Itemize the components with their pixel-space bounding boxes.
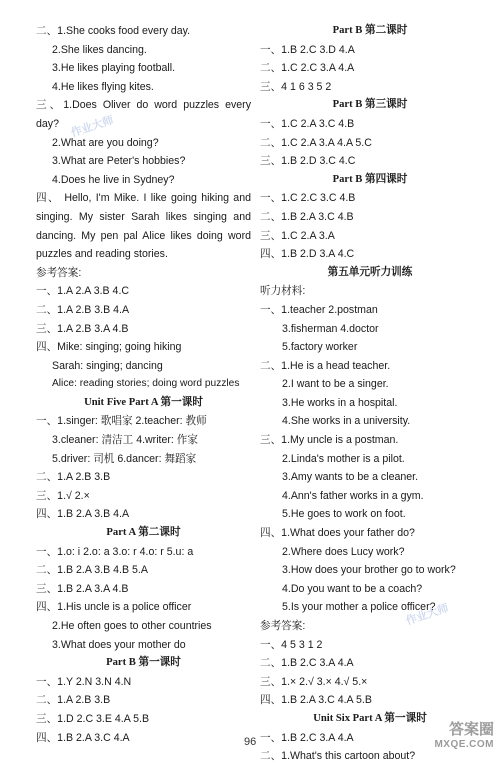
text-line: 二、1.C 2.C 3.A 4.A bbox=[260, 62, 355, 75]
text-line: 2.Where does Lucy work? bbox=[282, 545, 405, 558]
text-line: 四、Mike: singing; going hiking bbox=[36, 341, 182, 354]
text-line: 一、1.B 2.C 3.A 4.A bbox=[260, 731, 354, 744]
text-line: 四、1.B 2.D 3.A 4.C bbox=[260, 248, 355, 261]
section-heading: Part B 第四课时 bbox=[332, 173, 408, 185]
text-line: 2.She likes dancing. bbox=[52, 43, 147, 56]
right-column bbox=[260, 22, 480, 766]
text-line: 一、1.singer: 歌唱家 2.teacher: 教师 bbox=[36, 415, 207, 428]
text-line: 2.I want to be a singer. bbox=[282, 378, 389, 391]
text-line: 四、1.What does your father do? bbox=[260, 527, 415, 540]
text-line: 三、1.My uncle is a postman. bbox=[260, 434, 399, 447]
text-line: 三、4 1 6 3 5 2 bbox=[260, 80, 332, 93]
text-line: 二、1.A 2.B 3.B 4.A bbox=[36, 303, 130, 316]
text-line: 三、1.C 2.A 3.A bbox=[260, 229, 335, 242]
text-line: 二、1.He is a head teacher. bbox=[260, 359, 391, 372]
text-line: 4.Do you want to be a coach? bbox=[282, 582, 423, 595]
text-line: 听力材料: bbox=[260, 285, 306, 298]
text-line: 四、1.B 2.A 3.B 4.A bbox=[36, 508, 130, 521]
text-line: 4.Does he live in Sydney? bbox=[52, 173, 175, 186]
text-line: 三、1.× 2.√ 3.× 4.√ 5.× bbox=[260, 675, 368, 688]
text-line: 一、1.B 2.C 3.D 4.A bbox=[260, 43, 355, 56]
text-line: 三、1.A 2.B 3.A 4.B bbox=[36, 322, 129, 335]
text-line: 一、1.C 2.A 3.C 4.B bbox=[260, 117, 355, 130]
text-line: 2.What are you doing? bbox=[52, 136, 159, 149]
text-line: Sarah: singing; dancing bbox=[52, 359, 163, 372]
text-line: 4.He likes flying kites. bbox=[52, 80, 154, 93]
text-line: 二、1.She cooks food every day. bbox=[36, 25, 191, 37]
text-line: 一、1.o: i 2.o: a 3.o: r 4.o: r 5.u: a bbox=[36, 545, 194, 558]
text-line: 3.He works in a hospital. bbox=[282, 396, 398, 409]
text-line: 4.Ann's father works in a gym. bbox=[282, 489, 424, 502]
text-line: Alice: reading stories; doing word puzzles bbox=[52, 378, 240, 390]
text-line: 5.driver: 司机 6.dancer: 舞蹈家 bbox=[52, 452, 197, 465]
answer-key-heading: 参考答案: bbox=[36, 266, 82, 279]
text-line: 三、1.B 2.A 3.A 4.B bbox=[36, 582, 129, 595]
text-line: 一、1.Y 2.N 3.N 4.N bbox=[36, 675, 132, 688]
text-line: 5.He goes to work on foot. bbox=[282, 508, 406, 521]
section-heading: Part B 第三课时 bbox=[332, 99, 408, 111]
text-line: 二、1.B 2.C 3.A 4.A bbox=[260, 657, 354, 670]
watermark: 作业大师 bbox=[404, 602, 451, 628]
watermark: 作业大师 bbox=[69, 114, 116, 140]
answer-key-heading: 参考答案: bbox=[260, 620, 306, 632]
section-heading: Unit Five Part A 第一课时 bbox=[84, 396, 203, 408]
text-line: 一、1.C 2.C 3.C 4.B bbox=[260, 192, 356, 205]
corner-stamp bbox=[434, 722, 494, 752]
text-line: 二、1.B 2.A 3.B 4.B 5.A bbox=[36, 564, 148, 577]
text-line: 4.She works in a university. bbox=[282, 415, 411, 428]
stamp-logo-text: 答案圈 bbox=[448, 721, 494, 738]
text-line: 二、1.A 2.B 3.B bbox=[36, 471, 111, 484]
text-line: 四、1.B 2.A 3.C 4.A 5.B bbox=[260, 694, 372, 707]
text-line: 5.Is your mother a police officer? bbox=[282, 601, 436, 614]
text-line: 3.What are Peter's hobbies? bbox=[52, 155, 186, 168]
text-line: 三、1.√ 2.× bbox=[36, 489, 90, 502]
left-column bbox=[36, 22, 251, 747]
text-line: 二、1.B 2.A 3.C 4.B bbox=[260, 210, 354, 223]
text-line: 2.He often goes to other countries bbox=[52, 620, 212, 632]
section-heading: Part B 第二课时 bbox=[332, 25, 408, 36]
text-line: 二、1.A 2.B 3.B bbox=[36, 694, 111, 707]
text-line: 二、1.C 2.A 3.A 4.A 5.C bbox=[260, 136, 372, 149]
text-paragraph: 四、 Hello, I'm Mike. I like going hiking and singing. My sister Sarah likes singing and dancing. My pen pal Alice likes doing word puzzles and reading stories. bbox=[36, 192, 251, 261]
text-line: 三、1.D 2.C 3.E 4.A 5.B bbox=[36, 712, 150, 725]
section-heading: Unit Six Part A 第一课时 bbox=[313, 712, 427, 724]
text-line: 3.fisherman 4.doctor bbox=[282, 322, 379, 335]
text-line: 三、1.Does Oliver do word puzzles every day? bbox=[36, 99, 251, 130]
text-line: 一、1.A 2.A 3.B 4.C bbox=[36, 285, 130, 298]
text-line: 3.He likes playing football. bbox=[52, 62, 176, 75]
text-line: 一、1.teacher 2.postman bbox=[260, 303, 378, 316]
section-heading: Part B 第一课时 bbox=[106, 657, 181, 669]
stamp-url: MXQE.COM bbox=[434, 739, 494, 750]
page-number: 96 bbox=[244, 736, 257, 748]
text-line: 2.Linda's mother is a pilot. bbox=[282, 452, 405, 465]
text-line: 二、1.What's this cartoon about? bbox=[260, 750, 416, 763]
text-line: 三、1.B 2.D 3.C 4.C bbox=[260, 155, 356, 168]
text-line: 3.What does your mother do bbox=[52, 638, 186, 651]
text-line: 3.Amy wants to be a cleaner. bbox=[282, 471, 419, 484]
section-heading: 第五单元听力训练 bbox=[327, 266, 413, 278]
text-line: 3.How does your brother go to work? bbox=[282, 564, 456, 577]
text-line: 一、4 5 3 1 2 bbox=[260, 638, 323, 651]
text-line: 四、1.B 2.A 3.C 4.A bbox=[36, 731, 130, 744]
section-heading: Part A 第二课时 bbox=[106, 527, 181, 539]
text-line: 四、1.His uncle is a police officer bbox=[36, 601, 192, 614]
text-line: 5.factory worker bbox=[282, 341, 358, 354]
text-line: 3.cleaner: 清洁工 4.writer: 作家 bbox=[52, 434, 198, 447]
